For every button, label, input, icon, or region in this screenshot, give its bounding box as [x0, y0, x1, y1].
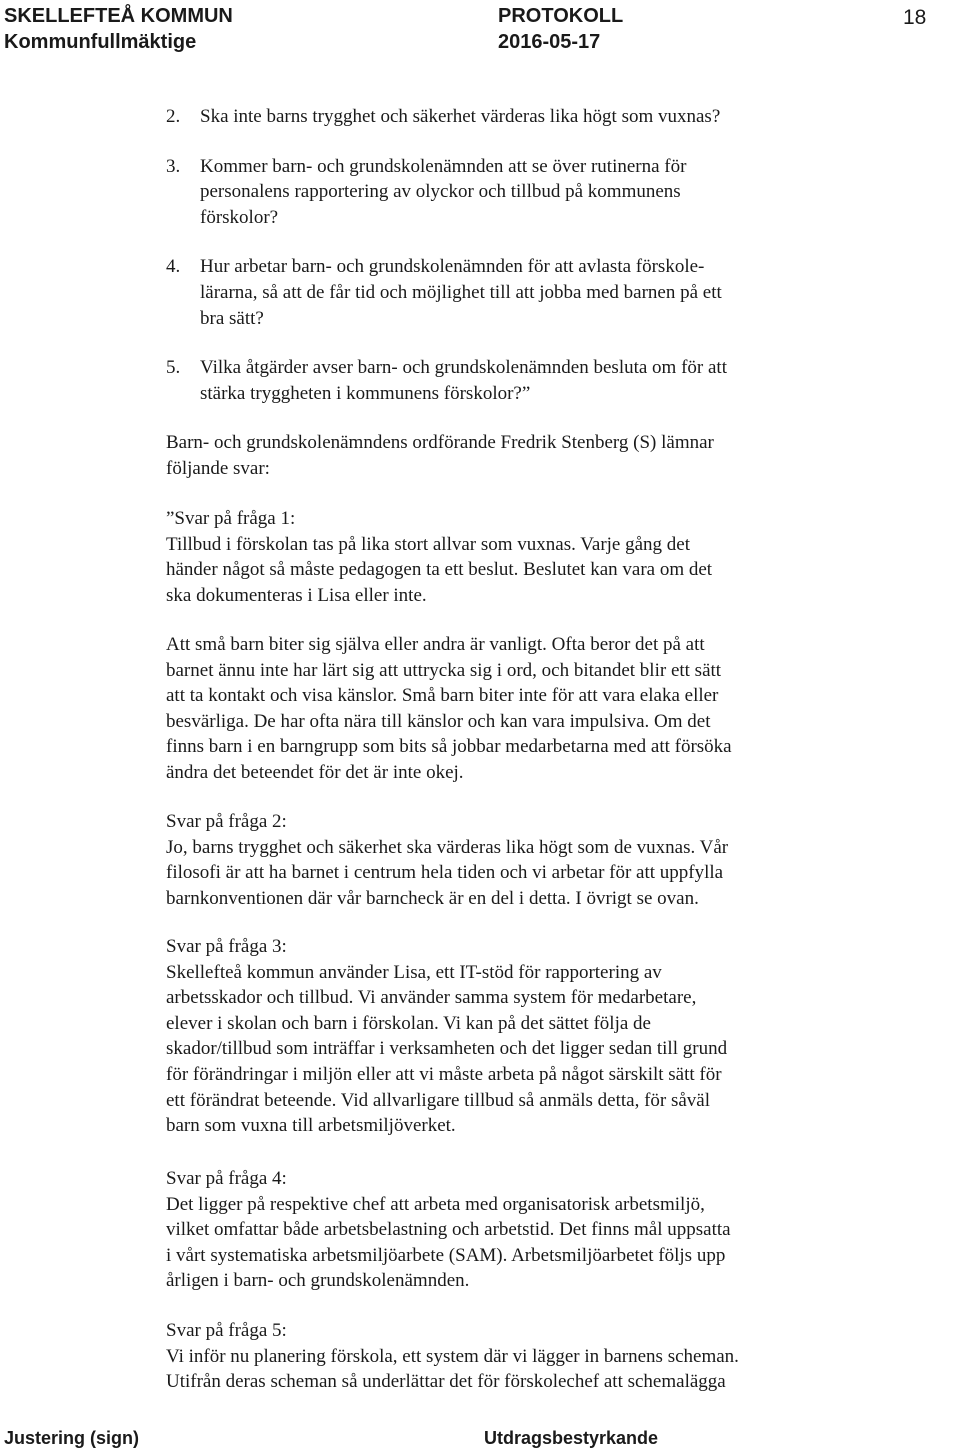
question-item [166, 254, 866, 331]
question-line: förskolor? [200, 206, 279, 228]
answer-line: Att små barn biter sig själva eller andra är vanligt. Ofta beror det på att [166, 634, 705, 655]
answer-intro [166, 430, 866, 481]
answer-line: Skellefteå kommun använder Lisa, ett IT-stöd för rapportering av [166, 961, 662, 983]
intro-line: Barn- och grundskolenämndens ordförande Fredrik Stenberg (S) lämnar [166, 432, 714, 453]
question-number: 3. [166, 155, 181, 177]
question-number: 2. [166, 106, 181, 127]
answer-3 [166, 934, 866, 1139]
answer-line: barn som vuxna till arbetsmiljöverket. [166, 1115, 456, 1137]
answer-line: ett förändrat beteende. Vid allvarligare tillbud så anmäls detta, för såväl [166, 1089, 711, 1111]
answer-line: Det ligger på respektive chef att arbeta med organisatorisk arbetsmiljö, [166, 1193, 705, 1215]
answer-1 [166, 506, 866, 608]
question-line: stärka tryggheten i kommunens förskolor?” [200, 382, 531, 404]
intro-line: följande svar: [166, 457, 270, 479]
answer-line: Jo, barns trygghet och säkerhet ska värderas lika högt som de vuxnas. Vår [166, 836, 729, 858]
answer-heading: Svar på fråga 5: [166, 1320, 287, 1341]
question-line: Vilka åtgärder avser barn- och grundskolenämnden besluta om för att [200, 357, 727, 379]
answer-line: årligen i barn- och grundskolenämnden. [166, 1270, 470, 1292]
answer-line: Vi inför nu planering förskola, ett system där vi lägger in barnens scheman. [166, 1345, 739, 1367]
answer-line: vilket omfattar både arbetsbelastning och arbetstid. Det finns mål uppsatta [166, 1219, 731, 1241]
answer-1-continued [166, 632, 866, 786]
answer-heading: Svar på fråga 4: [166, 1168, 287, 1189]
answer-line: filosofi är att ha barnet i centrum hela tiden och vi arbetar för att uppfylla [166, 862, 724, 884]
answer-2 [166, 809, 866, 911]
answer-line: i vårt systematiska arbetsmiljöarbete (SAM). Arbetsmiljöarbetet följs upp [166, 1244, 726, 1266]
answer-line: ändra det beteendet för det är inte okej. [166, 761, 464, 783]
answer-4 [166, 1166, 866, 1294]
answer-line: finns barn i en barngrupp som bits så jobbar medarbetarna med att försöka [166, 736, 732, 758]
question-line: Ska inte barns trygghet och säkerhet värderas lika högt som vuxnas? [200, 106, 721, 127]
answer-heading: Svar på fråga 3: [166, 936, 287, 957]
question-line: Hur arbetar barn- och grundskolenämnden för att avlasta förskole- [200, 256, 705, 278]
question-line: bra sätt? [200, 307, 264, 329]
header-organization [4, 3, 233, 55]
question-line: personalens rapportering av olyckor och tillbud på kommunens [200, 181, 681, 203]
question-text [200, 154, 866, 231]
question-text [200, 355, 866, 406]
answer-line: händer något så måste pedagogen ta ett beslut. Beslutet kan vara om det [166, 559, 713, 581]
certification-label: Utdragsbestyrkande [484, 1428, 659, 1448]
question-text [200, 104, 866, 130]
question-line: Kommer barn- och grundskolenämnden att se över rutinerna för [200, 155, 687, 177]
answer-line: barnkonventionen där vår barncheck är en del i detta. I övrigt se ovan. [166, 887, 699, 909]
answer-line: elever i skolan och barn i förskolan. Vi kan på det sättet följa de [166, 1012, 651, 1034]
question-list [166, 104, 866, 430]
answer-line: barnet ännu inte har lärt sig att uttrycka sig i ord, och bitandet blir ett sätt [166, 659, 722, 681]
document-type: PROTOKOLL [498, 5, 624, 27]
answer-line: arbetsskador och tillbud. Vi använder samma system för medarbetare, [166, 987, 697, 1009]
answer-line: skador/tillbud som inträffar i verksamheten och det ligger sedan till grund [166, 1038, 728, 1060]
answer-line: att ta kontakt och visa känslor. Små barn biter inte för att vara elaka eller [166, 685, 719, 707]
answer-line: Utifrån deras scheman så underlättar det för förskolechef att schemalägga [166, 1371, 726, 1393]
question-number: 5. [166, 357, 181, 379]
question-line: lärarna, så att de får tid och möjlighet till att jobba med barnen på ett [200, 281, 722, 303]
assembly-name: Kommunfullmäktige [4, 31, 197, 53]
document-date: 2016-05-17 [498, 31, 601, 53]
question-number: 4. [166, 256, 181, 278]
municipality-name: SKELLEFTEÅ KOMMUN [4, 5, 233, 27]
answer-line: Tillbud i förskolan tas på lika stort allvar som vuxnas. Varje gång det [166, 533, 691, 555]
signature-label: Justering (sign) [4, 1428, 140, 1448]
answer-line: ska dokumenteras i Lisa eller inte. [166, 584, 427, 606]
question-item [166, 154, 866, 231]
answer-heading: ”Svar på fråga 1: [166, 508, 296, 529]
answer-line: besvärliga. De har ofta nära till känslor och kan vara impulsiva. Om det [166, 710, 711, 732]
header-document [498, 3, 623, 55]
question-item [166, 355, 866, 406]
answer-5 [166, 1318, 866, 1395]
answer-line: för förändringar i miljön eller att vi måste arbeta på något särskilt sätt för [166, 1063, 722, 1085]
question-text [200, 254, 866, 331]
question-item [166, 104, 866, 130]
answer-heading: Svar på fråga 2: [166, 811, 287, 832]
page-number: 18 [903, 6, 927, 29]
